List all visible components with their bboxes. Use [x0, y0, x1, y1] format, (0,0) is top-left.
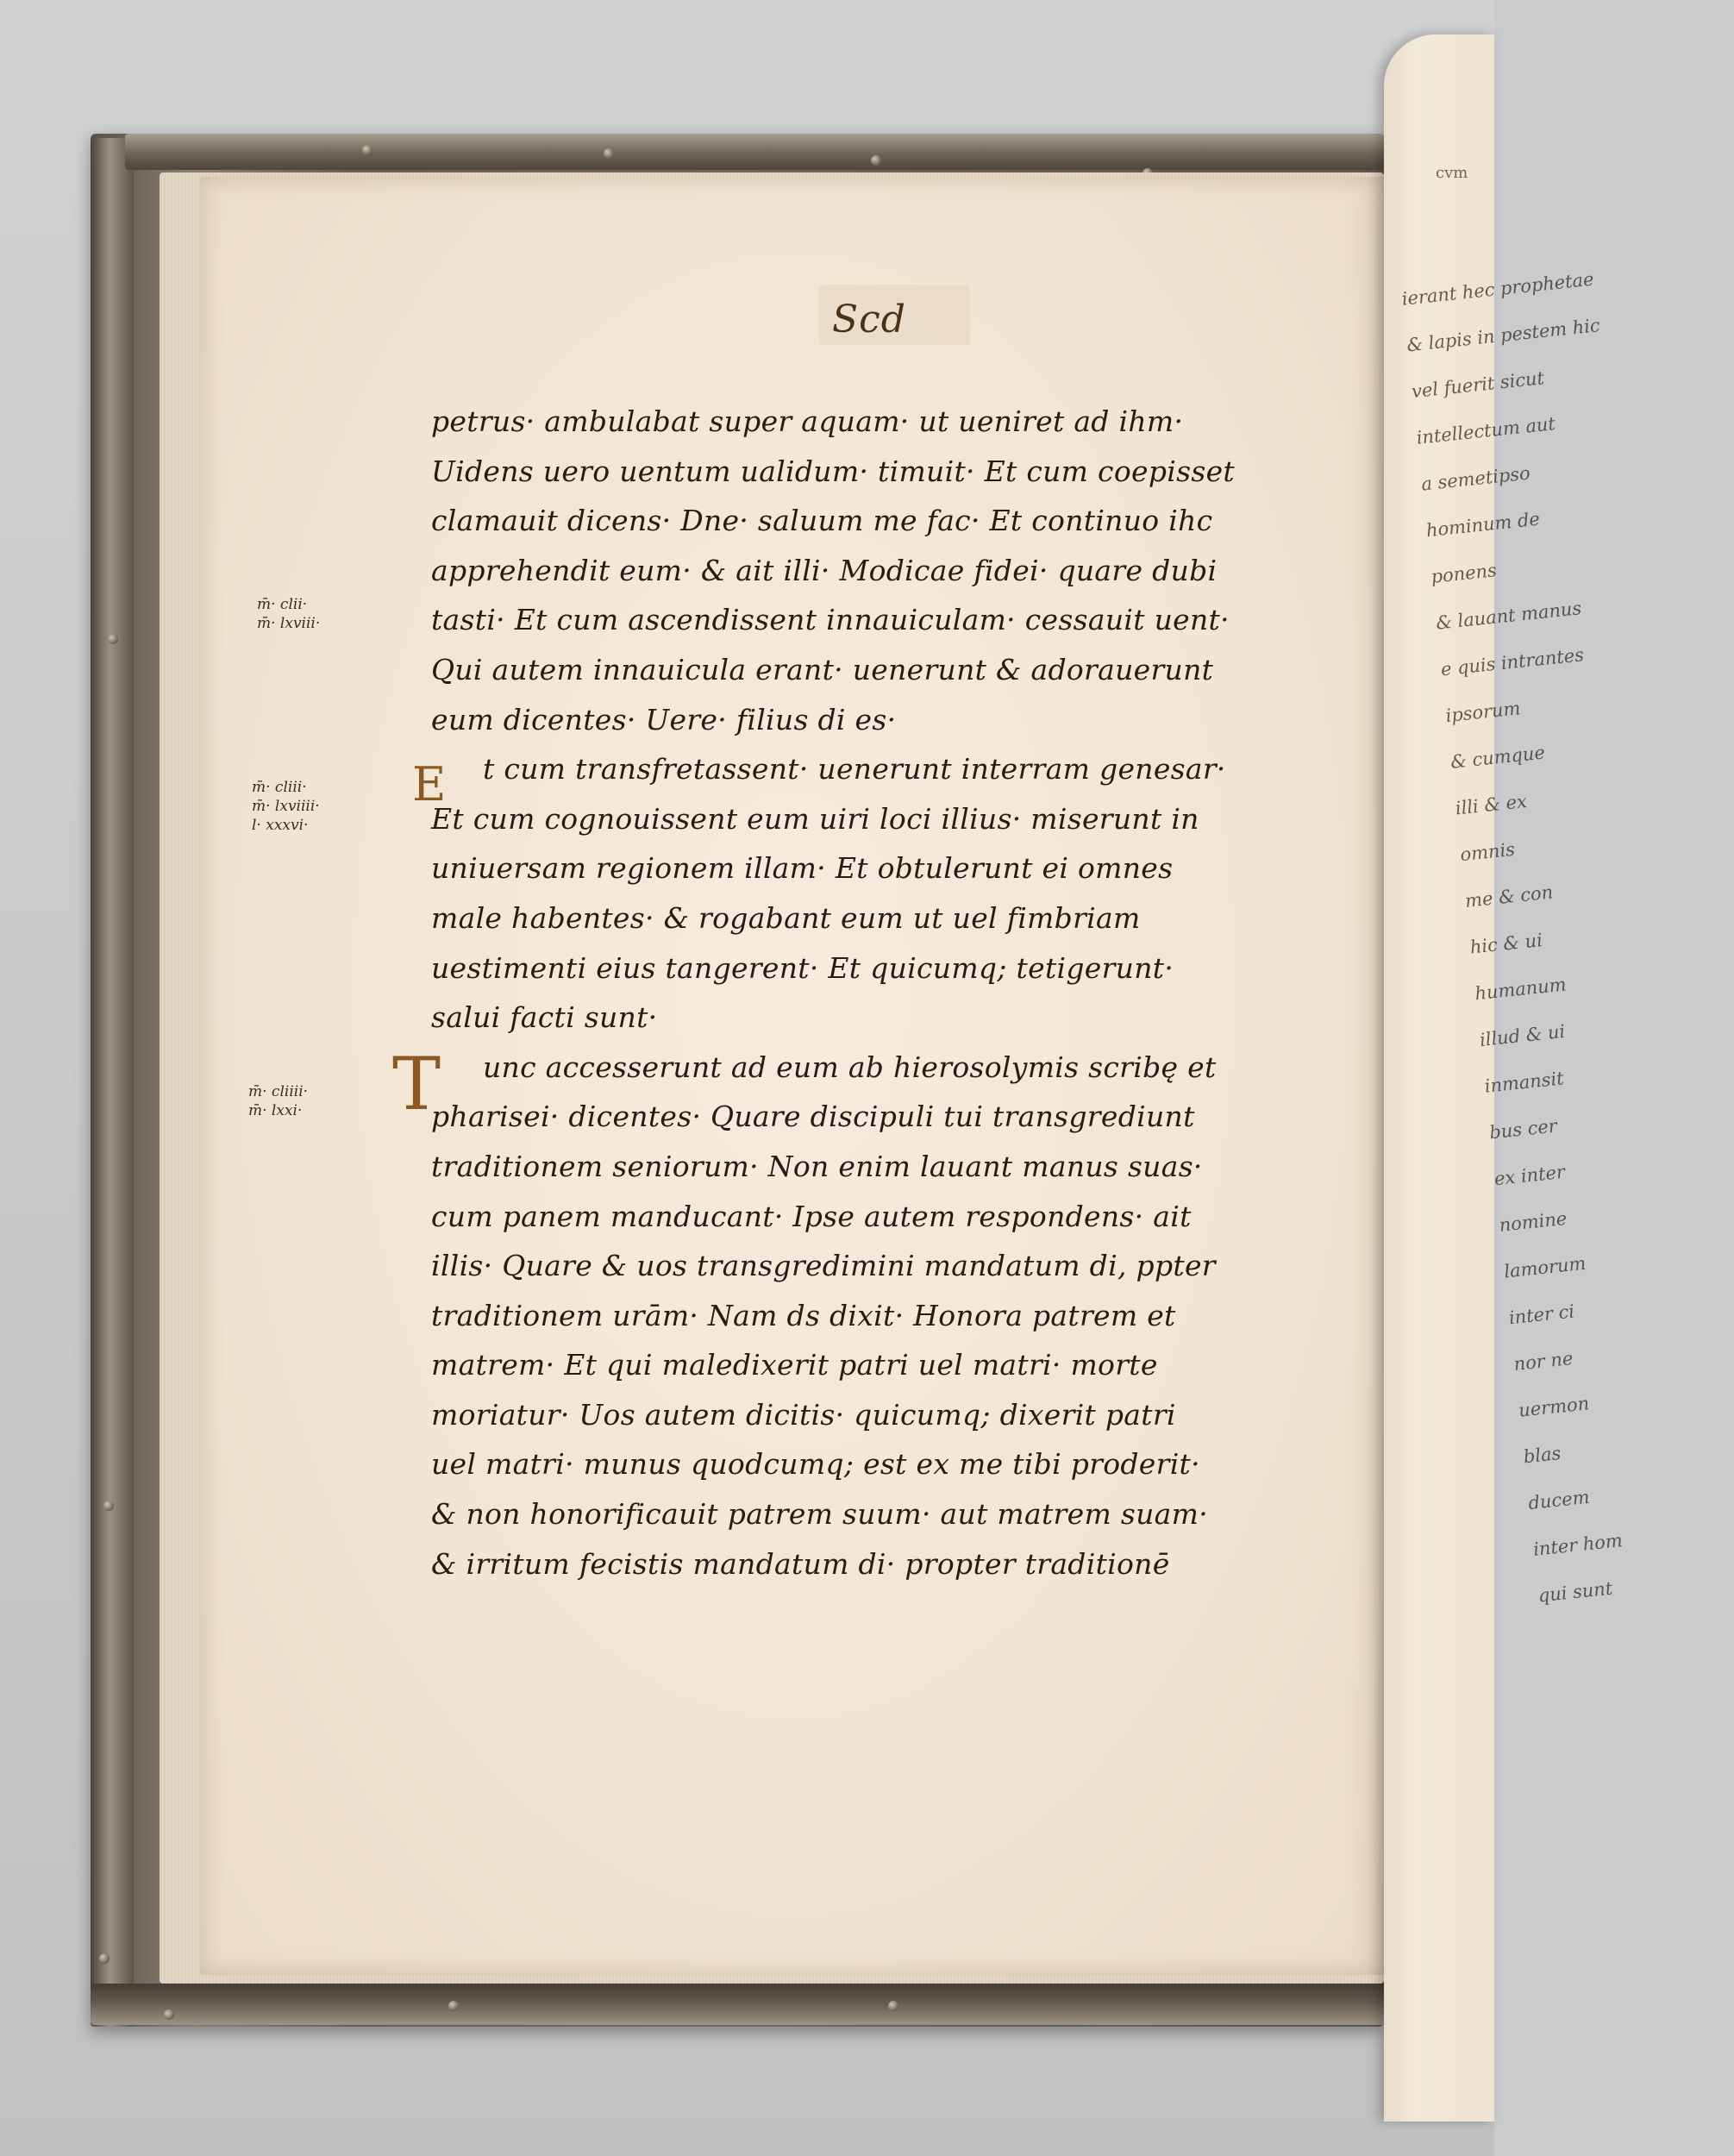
facing-page-line: intellectum aut: [1415, 413, 1556, 448]
text-line: tasti· Et cum ascendissent innauiculam· cessauit uent·: [431, 603, 1230, 637]
facing-page-line: & cumque: [1449, 742, 1546, 773]
margin-note: [257, 595, 320, 633]
facing-page-line: a semetipso: [1420, 462, 1531, 495]
text-line: pharisei· dicentes· Quare discipuli tui transgrediunt: [431, 1100, 1195, 1134]
facing-page-header: cvm: [1436, 164, 1468, 182]
margin-note-line: m̄· lxxi·: [248, 1102, 303, 1119]
binding-edge-bottom: [91, 1984, 1436, 2025]
facing-page-line: ducem: [1527, 1486, 1591, 1514]
margin-note-line: m̄· cliii·: [252, 779, 307, 796]
margin-note-line: m̄· lxviii·: [257, 615, 321, 632]
facing-page-line: humanum: [1474, 974, 1568, 1005]
facing-page-line: inmansit: [1483, 1068, 1565, 1097]
facing-page-line: hominum de: [1424, 508, 1541, 542]
text-line: uestimenti eius tangerent· Et quicumq; tetigerunt·: [431, 950, 1174, 985]
main-text: [431, 397, 1311, 1589]
facing-page-line: inter hom: [1531, 1530, 1624, 1560]
facing-page-line: & lauant manus: [1435, 598, 1583, 634]
margin-note-line: l· xxxvi·: [252, 817, 309, 834]
facing-page-line: ponens: [1430, 560, 1498, 588]
initial-e: E: [412, 757, 447, 812]
text-line: & irritum fecistis mandatum di· propter traditionē: [431, 1546, 1170, 1581]
binding-edge-left: [91, 138, 134, 2027]
text-line: uel matri· munus quodcumq; est ex me tibi proderit·: [431, 1447, 1200, 1482]
text-line: Qui autem innauicula erant· uenerunt & adorauerunt: [431, 652, 1214, 686]
margin-note-line: m̄· clii·: [257, 596, 308, 613]
facing-page-line: illud & ui: [1478, 1020, 1567, 1051]
facing-page-line: bus cer: [1488, 1115, 1558, 1144]
margin-note: [248, 1082, 308, 1120]
facing-page-line: ex inter: [1493, 1161, 1566, 1190]
text-line: illis· Quare & uos transgredimini mandatum di, ppter: [431, 1249, 1216, 1283]
rivet: [99, 1953, 110, 1964]
binding-edge-top: [125, 134, 1384, 170]
facing-page-line: vel fuerit sicut: [1410, 367, 1546, 403]
facing-page-line: qui sunt: [1537, 1577, 1614, 1607]
facing-page-line: nomine: [1498, 1207, 1568, 1236]
facing-page-line: hic & ui: [1468, 929, 1543, 958]
text-line: cum panem manducant· Ipse autem respondens· ait: [431, 1199, 1192, 1233]
text-line: Et cum cognouissent eum uiri loci illius· miserunt in: [431, 801, 1199, 836]
rivet: [888, 2001, 898, 2011]
text-line: petrus· ambulabat super aquam· ut ueniret ad ihm·: [431, 404, 1184, 438]
facing-page-line: ipsorum: [1444, 698, 1522, 727]
text-line: moriatur· Uos autem dicitis· quicumq; dixerit patri: [431, 1397, 1176, 1432]
facing-page-text: [1399, 266, 1635, 1620]
text-line: t cum transfretassent· uenerunt interram genesar·: [483, 752, 1226, 787]
margin-note: [252, 778, 320, 835]
text-line: eum dicentes· Uere· filius di es·: [431, 702, 897, 736]
facing-page-line: uermon: [1518, 1393, 1591, 1421]
text-line: unc accesserunt ad eum ab hierosolymis scribę et: [483, 1050, 1217, 1084]
facing-page-line: me & con: [1463, 881, 1555, 912]
rivet: [871, 155, 881, 166]
facing-page-line: illi & ex: [1454, 790, 1528, 819]
text-line: salui facti sunt·: [431, 1000, 658, 1035]
text-line: Uidens uero uentum ualidum· timuit· Et cum coepisset: [431, 454, 1235, 488]
facing-page-line: omnis: [1459, 838, 1517, 866]
text-line: clamauit dicens· Dne· saluum me fac· Et continuo ihc: [431, 504, 1213, 538]
page-header: Scd: [832, 298, 906, 342]
text-line: traditionem seniorum· Non enim lauant manus suas·: [431, 1149, 1203, 1183]
rivet: [108, 634, 118, 644]
rivet: [362, 145, 372, 155]
facing-page-line: e quis intrantes: [1439, 644, 1585, 680]
rivet: [448, 2001, 459, 2011]
facing-page-line: inter ci: [1507, 1300, 1576, 1329]
text-line: uniuersam regionem illam· Et obtulerunt ei omnes: [431, 851, 1174, 886]
text-line: male habentes· & rogabant eum ut uel fimbriam: [431, 900, 1141, 935]
rivet: [103, 1501, 114, 1511]
margin-note-line: m̄· lxviiii·: [252, 798, 320, 815]
facing-page: [1384, 34, 1624, 2122]
facing-page-line: lamorum: [1503, 1252, 1587, 1282]
facing-page-line: ierant hec prophetae: [1400, 268, 1595, 310]
margin-note-line: m̄· cliiii·: [248, 1083, 309, 1100]
facing-page-line: & lapis in pestem hic: [1405, 315, 1601, 356]
rivet: [604, 148, 614, 159]
text-line: matrem· Et qui maledixerit patri uel matri· morte: [431, 1348, 1158, 1382]
rivet: [164, 2009, 174, 2020]
text-line: & non honorificauit patrem suum· aut matrem suam·: [431, 1497, 1208, 1532]
text-line: traditionem urām· Nam ds dixit· Honora patrem et: [431, 1298, 1176, 1332]
initial-t: T: [392, 1042, 441, 1126]
text-line: apprehendit eum· & ait illi· Modicae fidei· quare dubi: [431, 553, 1218, 587]
facing-page-line: blas: [1522, 1442, 1562, 1468]
facing-page-line: nor ne: [1512, 1347, 1574, 1375]
